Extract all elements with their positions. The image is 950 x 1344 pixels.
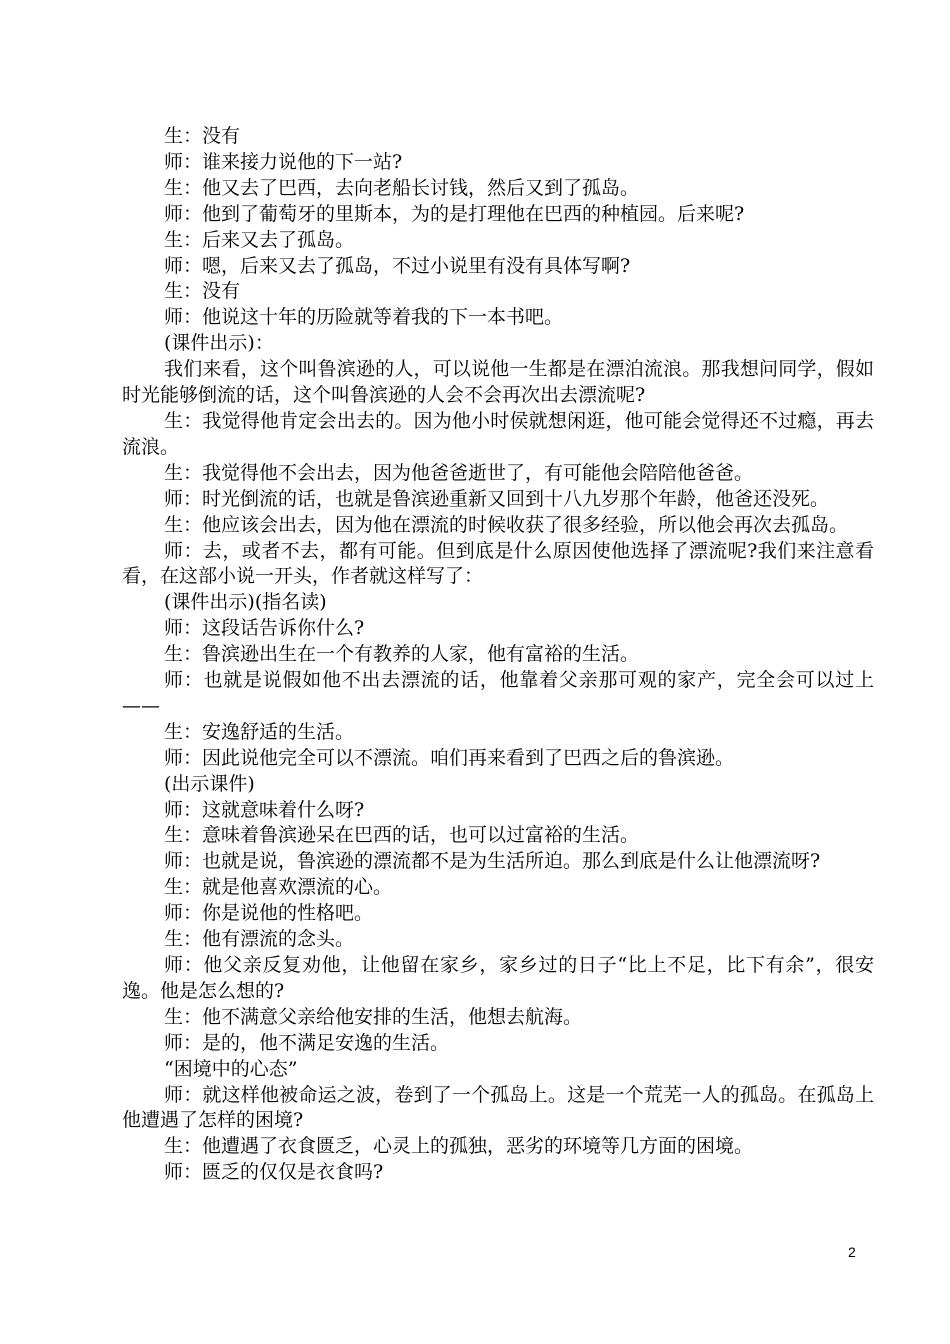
paragraph: 师：这就意味着什么呀? bbox=[164, 798, 365, 821]
paragraph: 师：他到了葡萄牙的里斯本，为的是打理他在巴西的种植园。后来呢? bbox=[164, 202, 745, 225]
paragraph: 师：因此说他完全可以不漂流。咱们再来看到了巴西之后的鲁滨逊。 bbox=[164, 746, 735, 769]
paragraph: 师：他说这十年的历险就等着我的下一本书吧。 bbox=[164, 306, 564, 329]
paragraph: 生：意味着鲁滨逊呆在巴西的话，也可以过富裕的生活。 bbox=[164, 824, 640, 847]
paragraph: 师：是的，他不满足安逸的生活。 bbox=[164, 1031, 450, 1054]
paragraph: (课件出示)(指名读) bbox=[164, 591, 327, 614]
paragraph: 师：也就是说假如他不出去漂流的话，他靠着父亲那可观的家产，完全会可以过上—— bbox=[122, 669, 874, 717]
paragraph: 师：谁来接力说他的下一站? bbox=[164, 150, 403, 173]
paragraph: 生：他又去了巴西，去向老船长讨钱，然后又到了孤岛。 bbox=[164, 176, 640, 199]
paragraph: 师：也就是说，鲁滨逊的漂流都不是为生活所迫。那么到底是什么让他漂流呀? bbox=[164, 850, 821, 873]
paragraph: 师：嗯，后来又去了孤岛，不过小说里有没有具体写啊? bbox=[164, 254, 631, 277]
paragraph: 生：他有漂流的念头。 bbox=[164, 928, 355, 951]
section-heading: “困境中的心态” bbox=[164, 1057, 298, 1080]
paragraph: 师：你是说他的性格吧。 bbox=[164, 902, 374, 925]
paragraph: (课件出示)： bbox=[164, 332, 274, 355]
paragraph: 生：后来又去了孤岛。 bbox=[164, 228, 355, 251]
paragraph: 我们来看，这个叫鲁滨逊的人，可以说他一生都是在漂泊流浪。那我想问同学，假如时光能够倒流的话，这个叫鲁滨逊的人会不会再次出去漂流呢? bbox=[122, 358, 874, 407]
paragraph: 生：他应该会出去，因为他在漂流的时候收获了很多经验，所以他会再次去孤岛。 bbox=[164, 513, 849, 536]
paragraph: 生：没有 bbox=[164, 125, 241, 147]
paragraph: 师：就这样他被命运之波，卷到了一个孤岛上。这是一个荒芜一人的孤岛。在孤岛上他遭遇了怎样的困境? bbox=[122, 1083, 874, 1132]
paragraph: 生：安逸舒适的生活。 bbox=[164, 720, 355, 743]
paragraph: 生：没有 bbox=[164, 280, 241, 303]
paragraph: 师：他父亲反复劝他，让他留在家乡，家乡过的日子“比上不足，比下有余”，很安逸。他是怎么想的? bbox=[122, 954, 874, 1002]
paragraph: 师：匮乏的仅仅是衣食吗? bbox=[164, 1161, 384, 1184]
paragraph: 生：鲁滨逊出生在一个有教养的人家，他有富裕的生活。 bbox=[164, 643, 640, 666]
paragraph: 生：我觉得他不会出去，因为他爸爸逝世了，有可能他会陪陪他爸爸。 bbox=[164, 461, 754, 484]
paragraph: 生：他遭遇了衣食匮乏，心灵上的孤独，恶劣的环境等几方面的困境。 bbox=[164, 1135, 754, 1158]
paragraph: 师：时光倒流的话，也就是鲁滨逊重新又回到十八九岁那个年龄，他爸还没死。 bbox=[164, 487, 830, 510]
paragraph: 生：就是他喜欢漂流的心。 bbox=[164, 876, 393, 899]
paragraph: 生：我觉得他肯定会出去的。因为他小时侯就想闲逛，他可能会觉得还不过瘾，再去流浪。 bbox=[122, 409, 874, 458]
page-number: 2 bbox=[848, 1244, 856, 1260]
paragraph: 师：去，或者不去，都有可能。但到底是什么原因使他选择了漂流呢?我们来注意看看，在这部小说一开头，作者就这样写了： bbox=[122, 539, 874, 588]
paragraph: 师：这段话告诉你什么? bbox=[164, 617, 365, 640]
paragraph: 生：他不满意父亲给他安排的生活，他想去航海。 bbox=[164, 1005, 583, 1028]
document-body bbox=[122, 124, 874, 1186]
paragraph: (出示课件) bbox=[164, 772, 255, 795]
